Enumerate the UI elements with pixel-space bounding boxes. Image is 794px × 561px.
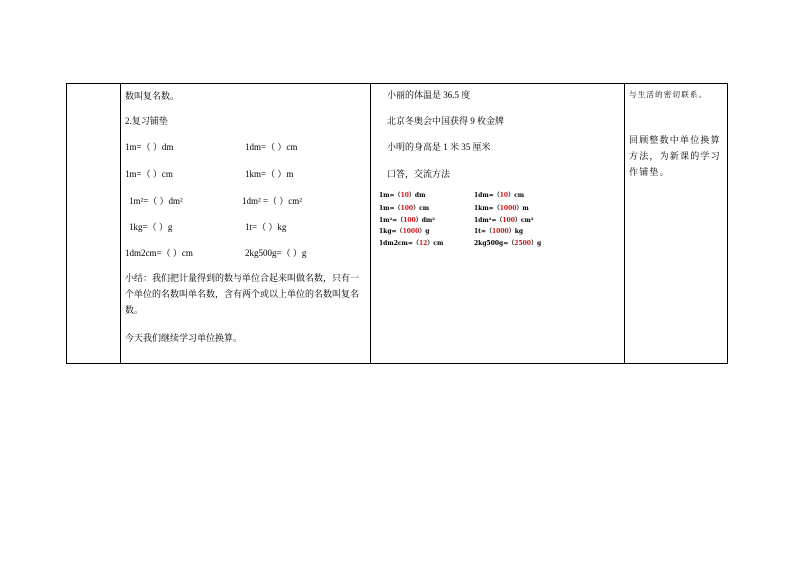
exercise-3a: 1m²=（ ）dm² [129, 196, 183, 206]
exercise-1a: 1m=（ ）dm [125, 142, 174, 152]
activity-line-3: 小明的身高是 1 米 35 厘米 [387, 142, 491, 152]
exercise-3b: 1dm² =（ ）cm² [242, 196, 302, 206]
answer-2a: 1m=（100）cm [379, 205, 430, 212]
activity-line-2: 北京冬奥会中国获得 9 枚金牌 [387, 116, 505, 126]
activity-line-1: 小丽的体温是 36.5 度 [387, 90, 471, 100]
intent-note: 回顾整数中单位换算方法，为新课的学习作铺垫。 [629, 136, 721, 178]
content-line-1: 数叫复名数。 [125, 91, 180, 101]
answer-1a: 1m=（10）dm [379, 192, 426, 199]
answer-5b: 2kg500g=（2500）g [474, 240, 542, 247]
activity-line-4: 口答，交流方法 [387, 169, 451, 179]
answer-4a: 1kg=（1000）g [379, 228, 430, 235]
exercise-1b: 1dm=（ ）cm [245, 142, 298, 152]
today-line: 今天我们继续学习单位换算。 [125, 333, 243, 343]
answer-3b: 1dm²=（100）cm² [474, 217, 534, 224]
design-intent-cell [625, 84, 728, 363]
review-heading: 2.复习铺垫 [125, 116, 168, 126]
exercise-4a: 1kg=（ ）g [129, 222, 173, 232]
answer-2b: 1km=（1000）m [474, 205, 529, 212]
student-activity-cell [371, 84, 624, 363]
answer-5a: 1dm2cm=（12）cm [379, 240, 444, 247]
summary-paragraph: 小结：我们把计量得到的数与单位合起来叫做名数，只有一个单位的名数叫单名数，含有两个或以上单位的名数叫复名数。 [125, 273, 360, 315]
answer-3a: 1m²=（100）dm² [379, 217, 435, 224]
exercise-2a: 1m=（ ）cm [125, 169, 173, 179]
intent-line-1: 与生活的密切联系。 [629, 90, 708, 99]
exercise-4b: 1t=（ ）kg [245, 222, 287, 232]
answers-image [379, 192, 619, 252]
answer-1b: 1dm=（10）cm [474, 192, 525, 199]
exercise-2b: 1km=（ ）m [245, 169, 294, 179]
lesson-table [66, 83, 728, 364]
exercise-5b: 2kg500g=（ ）g [245, 248, 307, 258]
answer-4b: 1t=（1000）kg [474, 228, 524, 235]
exercise-5a: 1dm2cm=（ ）cm [125, 248, 193, 258]
teaching-content-cell [121, 84, 370, 363]
